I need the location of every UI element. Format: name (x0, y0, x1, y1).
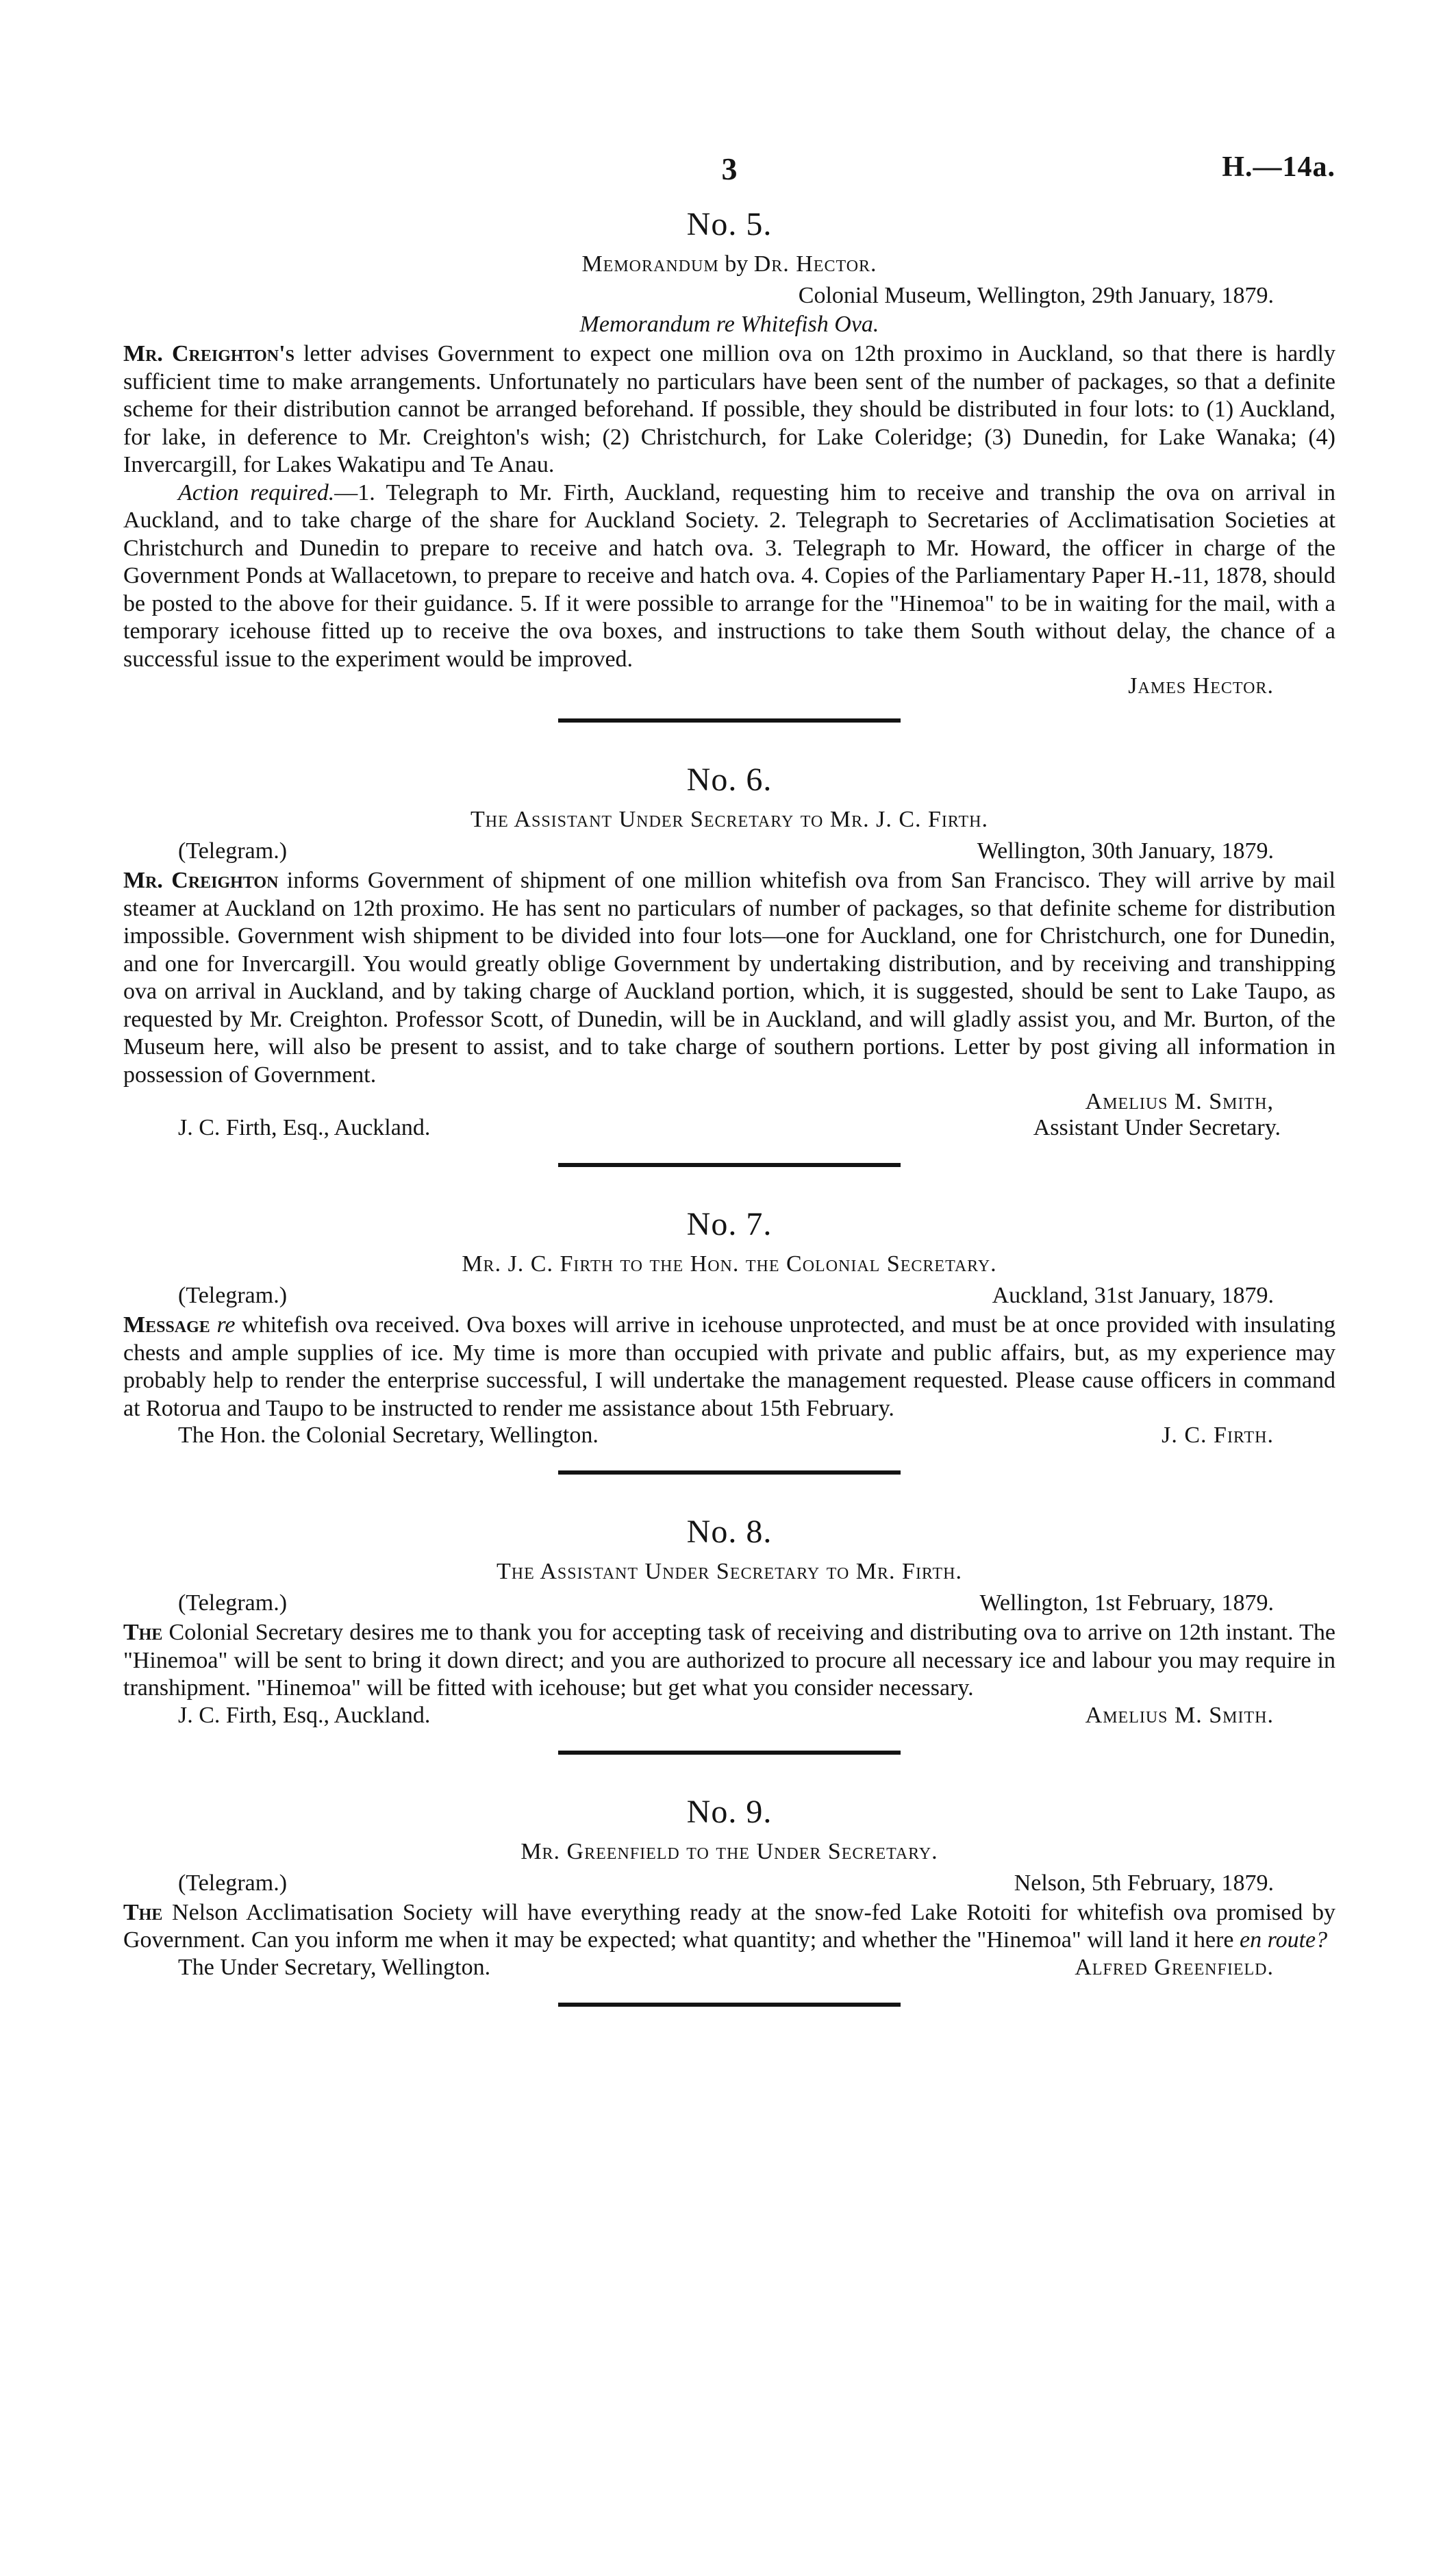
section-divider (558, 718, 901, 723)
document-reference: H.—14a. (1222, 151, 1335, 183)
body-paragraph: The Nelson Acclimatisation Society will have everything ready at the snow-fed Lake Rotoiti for whitefish ova promised by Government. Can you inform me when it may be expected; what quantity; and whether the "Hinemoa" will land it here en route? (123, 1899, 1335, 1953)
section-no-7 (123, 1205, 1335, 1451)
telegram-line (123, 1283, 1335, 1312)
place-date: Wellington, 1st February, 1879. (979, 1590, 1274, 1616)
place-date: Wellington, 30th January, 1879. (977, 838, 1274, 864)
telegram-line (123, 1870, 1335, 1899)
document-page (123, 151, 1335, 2045)
telegram-label: (Telegram.) (178, 1283, 288, 1308)
body-paragraph: Mr. Creighton's letter advises Government to expect one million ova on 12th proximo in Auckland, so that there is hardly sufficient time to make arrangements. Unfortunately no particulars have been sent of the number of packages, so that a definite scheme for their distribution cannot be arranged beforehand. If possible, they should be distributed in four lots: to (1) Auckland, for lake, in deference to Mr. Creighton's wish; (2) Christchurch, for Lake Coleridge; (3) Dunedin, for Lake Wanaka; (4) Invercargill, for Lakes Wakatipu and Te Anau. (123, 341, 1335, 477)
section-no-6 (123, 761, 1335, 1144)
section-title: The Assistant Under Secretary to Mr. Firth. (496, 1559, 962, 1584)
section-divider (558, 1751, 901, 1755)
section-divider (558, 1163, 901, 1167)
signoff-line (123, 1955, 1335, 1983)
section-divider (558, 1470, 901, 1475)
addressee: The Hon. the Colonial Secretary, Wellington. (178, 1423, 599, 1448)
section-number: No. 9. (686, 1793, 773, 1830)
page-header (123, 151, 1335, 205)
signature-title: Assistant Under Secretary. (1033, 1115, 1281, 1140)
signature: J. C. Firth. (1162, 1423, 1274, 1448)
memo-subtitle: Memorandum re Whitefish Ova. (579, 312, 879, 337)
telegram-line (123, 1590, 1335, 1619)
place-date: Colonial Museum, Wellington, 29th January, 1879. (798, 283, 1274, 308)
signature: Amelius M. Smith, (1085, 1089, 1274, 1114)
body-paragraph: The Colonial Secretary desires me to thank you for accepting task of receiving and distributing ova to arrive on 12th instant. The "Hinemoa" will be sent to bring it down direct; and you are authorized to procure all necessary ice and labour you may require in transhipment. "Hinemoa" will be fitted with icehouse; but get what you consider necessary. (123, 1620, 1335, 1701)
addressee: The Under Secretary, Wellington. (178, 1954, 491, 1980)
place-date: Auckland, 31st January, 1879. (992, 1283, 1274, 1308)
addressee: J. C. Firth, Esq., Auckland. (178, 1702, 431, 1728)
signature: Alfred Greenfield. (1075, 1954, 1274, 1980)
signoff-line (123, 1423, 1335, 1451)
section-title: Memorandum by Dr. Hector. (581, 251, 877, 277)
section-no-9 (123, 1793, 1335, 1983)
page-number: 3 (721, 151, 738, 186)
addressee: J. C. Firth, Esq., Auckland. (178, 1115, 431, 1140)
telegram-label: (Telegram.) (178, 1590, 288, 1616)
section-title: The Assistant Under Secretary to Mr. J. C. Firth. (470, 807, 988, 832)
signature: James Hector. (1128, 673, 1274, 699)
place-date: Nelson, 5th February, 1879. (1014, 1870, 1274, 1896)
signoff-line (123, 1115, 1335, 1144)
action-paragraph: Action required.—1. Telegraph to Mr. Firth, Auckland, requesting him to receive and tranship the ova on arrival in Auckland, and to take charge of the share for Auckland Society. 2. Telegraph to Secretaries of Acclimatisation Societies at Christchurch and Dunedin to prepare to receive and hatch ova. 3. Telegraph to Mr. Howard, the officer in charge of the Government Ponds at Wallacetown, to prepare to receive and hatch ova. 4. Copies of the Parliamentary Paper H.-11, 1878, should be posted to the above for their guidance. 5. If it were possible to arrange for the "Hinemoa" to be in waiting for the mail, with a temporary icehouse fitted up to receive the ova boxes, and instructions to take them South without delay, the chance of a successful issue to the experiment would be improved. (123, 479, 1335, 672)
section-no-5 (123, 205, 1335, 699)
body-paragraph: Mr. Creighton informs Government of shipment of one million whitefish ova from San Francisco. They will arrive by mail steamer at Auckland on 12th proximo. He has sent no particulars of number of packages, so that definite scheme for distribution impossible. Government wish shipment to be divided into four lots—one for Auckland, one for Christchurch, one for Dunedin, and one for Invercargill. You would greatly oblige Government by undertaking distribution, and by receiving and transhipping ova on arrival in Auckland, and by taking charge of Auckland portion, which, it is suggested, should be sent to Lake Taupo, as requested by Mr. Creighton. Professor Scott, of Dunedin, will be in Auckland, and will gladly assist you, and Mr. Burton, of the Museum here, will also be present to assist, and to take charge of southern portions. Letter by post giving all information in possession of Government. (123, 868, 1335, 1088)
section-number: No. 5. (686, 206, 773, 242)
section-number: No. 6. (686, 762, 773, 798)
telegram-line (123, 838, 1335, 867)
signature: Amelius M. Smith. (1085, 1702, 1274, 1728)
section-no-8 (123, 1513, 1335, 1731)
section-number: No. 8. (686, 1514, 773, 1550)
signoff-line (123, 1703, 1335, 1731)
body-paragraph: Message re whitefish ova received. Ova boxes will arrive in icehouse unprotected, and must be at once provided with insulating chests and ample supplies of ice. My time is more than occupied with private and public affairs, but, as my experience may probably help to render the enterprise successful, I will undertake the management requested. Please cause officers in command at Rotorua and Taupo to be instructed to render me assistance about 15th February. (123, 1312, 1335, 1421)
section-divider (558, 2003, 901, 2007)
telegram-label: (Telegram.) (178, 838, 288, 864)
section-title: Mr. J. C. Firth to the Hon. the Colonial Secretary. (462, 1251, 997, 1277)
telegram-label: (Telegram.) (178, 1870, 288, 1896)
section-title: Mr. Greenfield to the Under Secretary. (520, 1838, 938, 1864)
section-number: No. 7. (686, 1206, 773, 1242)
